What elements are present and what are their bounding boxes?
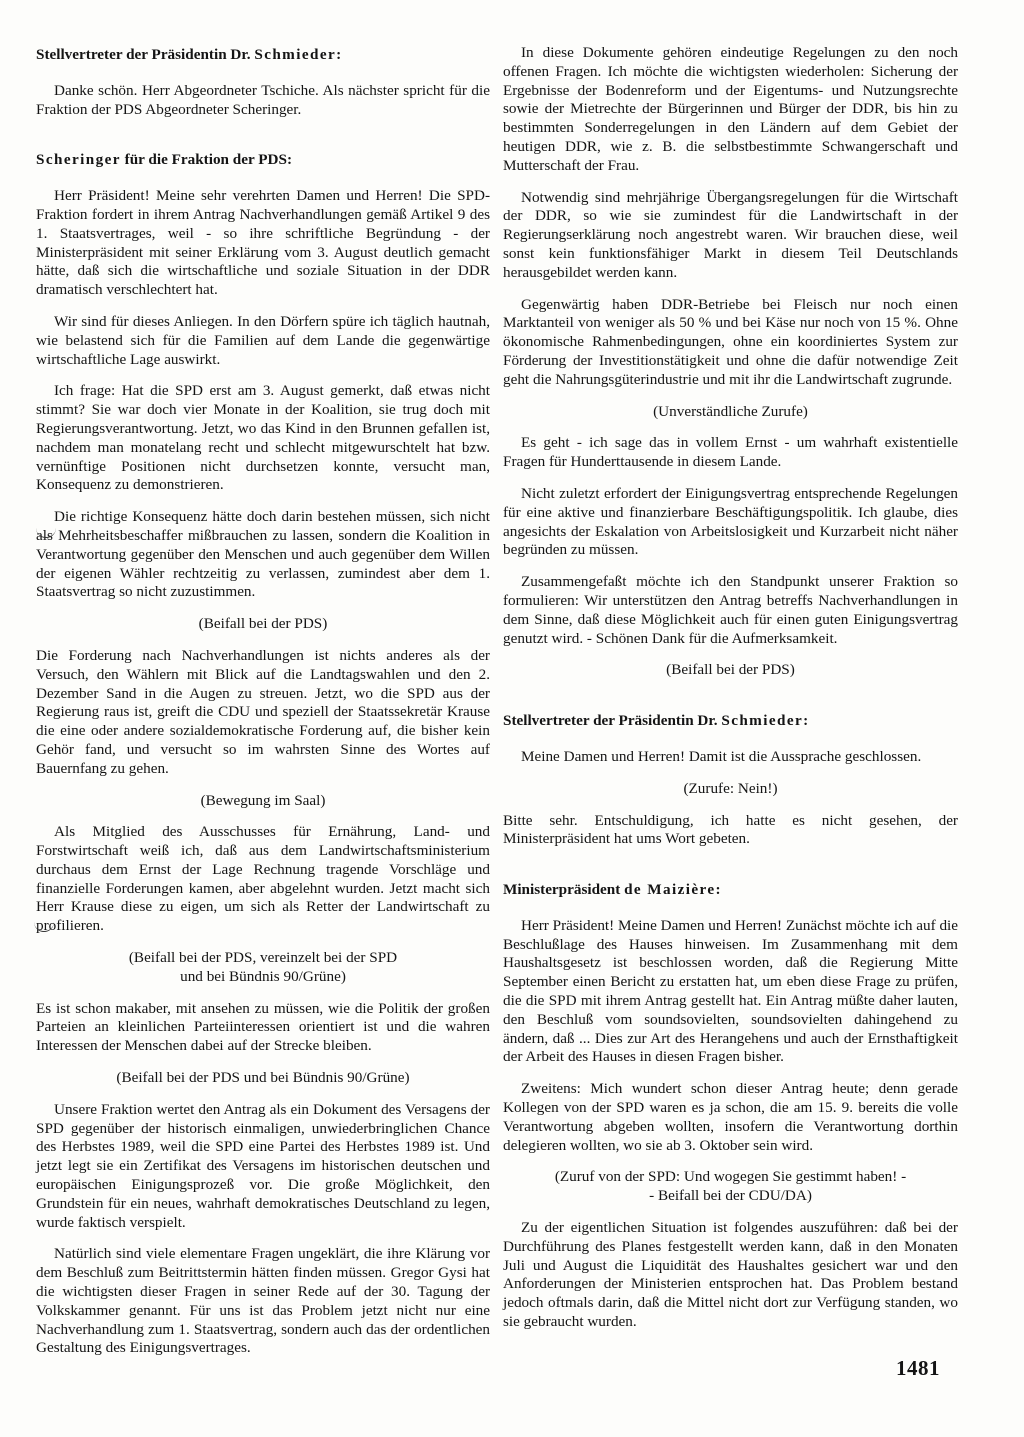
speaker-colon: : [715, 881, 721, 899]
page-number: 1481 [896, 1356, 940, 1380]
speaker-colon: : [336, 46, 342, 63]
interjection [503, 1168, 958, 1206]
paragraph: Zweitens: Mich wundert schon dieser Antrag heute; denn gerade Kollegen von der SPD waren es ja schon, die am 15. 9. bereits die volle Verantwortung abgeben wollten, insofern die Verantwortung dorthin delegieren wollten, wo sie ab 3. Oktober sein wird. [503, 1080, 958, 1154]
speaker-name: Schmieder [254, 46, 337, 63]
speaker-heading-schmieder [503, 712, 958, 731]
interjection: (Bewegung im Saal) [200, 791, 326, 809]
paragraph: Es geht - ich sage das in vollem Ernst - um wahrhaft existentielle Fragen für Hunderttausende in diesem Lande. [503, 434, 958, 471]
speaker-affiliation: für die Fraktion der PDS: [120, 151, 293, 169]
interjection-line: (Beifall bei der PDS, vereinzelt bei der SPD [128, 949, 398, 967]
speaker-name: de Maizière [624, 881, 716, 899]
paragraph: Es ist schon makaber, mit ansehen zu müssen, wie die Politik der großen Parteien an kleinlichen Parteiinteressen orientiert ist und die wahren Interessen der Menschen dabei auf der Strecke bleiben. [36, 999, 490, 1055]
paragraph: Notwendig sind mehrjährige Übergangsregelungen für die Wirtschaft der DDR, so wie sie zumindest für die Landwirtschaft in der Regierungserklärung noch angestrebt waren. Wir brauchen diese, weil sonst kein funktionsfähiger Markt in diesem Teil Deutschlands herausgebildet werden kann. [503, 188, 958, 281]
speaker-name: Schmieder [721, 712, 804, 730]
left-column [36, 46, 490, 1371]
paragraph: Danke schön. Herr Abgeordneter Tschiche. Als nächster spricht für die Fraktion der PDS Abgeordneter Scheringer. [36, 81, 490, 118]
interjection [36, 949, 490, 987]
interjection: (Zurufe: Nein!) [683, 779, 778, 797]
right-column [503, 44, 958, 1345]
speaker-title: Stellvertreter der Präsidentin Dr. [36, 46, 255, 63]
paragraph: Die Forderung nach Nachverhandlungen ist nichts anderes als der Versuch, den Wählern mit Blick auf die Landtagswahlen und den 2. Dezember Sand in die Augen zu streuen. Jetzt, wo die SPD aus der Regierung raus ist, greift die CDU und speziell der Staatssekretär Krause die eine oder andere sozialdemokratische Forderung auf, die bisher kein Gehör fand, und versucht so im wahrsten Sinne des Wortes auf Bauernfang zu gehen. [36, 646, 490, 777]
paragraph: Nicht zuletzt erfordert der Einigungsvertrag entsprechende Regelungen für eine aktive und finanzierbare Beschäftigungspolitik. Ich glaube, dies angesichts der Eskalation von Arbeitslosigkeit und Kurzarbeit nicht näher begründen zu müssen. [503, 484, 958, 559]
interjection: (Beifall bei der PDS) [666, 661, 795, 679]
speaker-colon: : [803, 712, 809, 730]
paragraph: Unsere Fraktion wertet den Antrag als ein Dokument des Versagens der SPD gegenüber der historisch einmaligen, unwiederbringlichen Chance des Herbstes 1989, weil die SPD eine Partei des Herbstes 1989 ist. Und jetzt legt sie ein Zertifikat des Versagens im historischen deutschen und europäischen Einigungsprozeß vor. Die große Möglichkeit, den Grundstein für ein neues, wahrhaft demokratisches Deutschland zu legen, wurde faktisch verspielt. [36, 1100, 490, 1231]
paragraph: Die richtige Konsequenz hätte doch darin bestehen müssen, sich nicht als Mehrheitsbeschaffer mißbrauchen zu lassen, sondern die Koalition in Verantwortung gegenüber den Menschen und auch gegenüber dem Willen der eigenen Wähler rechtzeitig zu verlassen, zumindest aber dem 1. Staatsvertrag so nicht zuzustimmen. [36, 508, 490, 601]
paragraph: In diese Dokumente gehören eindeutige Regelungen zu den noch offenen Fragen. Ich möchte die wichtigsten wiederholen: Sicherung der Ergebnisse der Bodenreform und der Eigentums- und Nutzungsrechte sowie der Mietrechte der Bürgerinnen und Bürger der DDR, bis hin zu bestimmten Sonderregelungen in den Ländern auf dem Gebiet der heutigen DDR, wie z. B. die selbstbestimmte Schwangerschaft und Mutterschaft der Frau. [503, 44, 958, 174]
speaker-heading-schmieder [36, 46, 490, 65]
paragraph: Zusammengefaßt möchte ich den Standpunkt unserer Fraktion so formulieren: Wir unterstützen den Antrag betreffs Nachverhandlungen in dem Sinne, daß diese Möglichkeit auch für einen guten Einigungsvertrag genutzt wird. - Schönen Dank für die Aufmerksamkeit. [503, 573, 958, 647]
paragraph: Als Mitglied des Ausschusses für Ernährung, Land- und Forstwirtschaft weiß ich, daß aus dem Landwirtschaftsministerium durchaus dem Ernst der Lage Rechnung tragende Vorschläge und finanzielle Forderungen kamen, aber abgelehnt wurden. Jetzt macht sich Herr Krause diese zu eigen, um sich als Retter der Landwirtschaft zu profilieren. [36, 823, 490, 935]
speaker-title: Stellvertreter der Präsidentin Dr. [503, 712, 722, 730]
paragraph: Herr Präsident! Meine Damen und Herren! Zunächst möchte ich auf die Beschlußlage des Hauses hinweisen. Im Zusammenhang mit dem Haushaltsgesetz ist beschlossen worden, daß die Regierung Mitte September einen Bericht zu erstatten hat, um eben diese Frage zu prüfen, die die SPD mit ihrem Antrag gestellt hat. Ein Antrag müßte daher lauten, den Beschluß vom soundsovielten, soundsovielten dahingehend zu ändern, daß ... Dies zur Art des Herangehens und auch der Ernsthaftigkeit der Arbeit des Hauses in diesen Fragen bisher. [503, 916, 958, 1066]
speaker-heading-scheringer [36, 151, 490, 170]
interjection-line: (Zuruf von der SPD: Und wogegen Sie gestimmt haben! - [554, 1168, 907, 1186]
interjection-line: und bei Bündnis 90/Grüne) [180, 967, 346, 985]
speaker-name: Scheringer [36, 151, 121, 169]
speaker-heading-de-maiziere [503, 881, 958, 900]
paragraph: Meine Damen und Herren! Damit ist die Aussprache geschlossen. [521, 747, 922, 765]
paragraph: Bitte sehr. Entschuldigung, ich hatte es nicht gesehen, der Ministerpräsident hat ums Wort gebeten. [503, 811, 958, 848]
paragraph: Gegenwärtig haben DDR-Betriebe bei Fleisch nur noch einen Marktanteil von weniger als 50 % und bei Käse nur noch von 15 %. Ohne ökonomische Rahmenbedingungen, ohne ein koordiniertes System zur Förderung der Investitionstätigkeit und ohne die dafür notwendige Zeit geht die Nahrungsgüterindustrie und mit ihr die Landwirtschaft zugrunde. [503, 295, 958, 388]
paragraph: Herr Präsident! Meine sehr verehrten Damen und Herren! Die SPD-Fraktion fordert in ihrem Antrag Nachverhandlungen gemäß Artikel 9 des 1. Staatsvertrages, weil - so ihre schriftliche Begründung - der Ministerpräsident mit seiner Erklärung vom 3. August deutlich gemacht hätte, daß sich die wirtschaftliche und soziale Situation in der DDR dramatisch verschlechtert hat. [36, 187, 490, 299]
paragraph: Ich frage: Hat die SPD erst am 3. August gemerkt, daß etwas nicht stimmt? Sie war doch vier Monate in der Koalition, sie trug doch mit Regierungsverantwortung. Jetzt, wo das Kind in den Brunnen gefallen ist, nachdem man monatelang recht und schlecht mitgewurschtelt hat bzw. vernünftige Positionen nicht durchsetzen konnte, versucht man, Konsequenz zu demonstrieren. [36, 382, 490, 494]
paragraph: Zu der eigentlichen Situation ist folgendes auszuführen: daß bei der Durchführung des Planes festgestellt werden kann, daß in den Monaten Juli und August die Liquidität des Haushaltes gesichert war und den Anforderungen der Ministerien entsprochen hat. Das Problem bestand jedoch oftmals darin, daß die Mittel nicht dort zur Verfügung standen, wo sie gebraucht wurden. [503, 1219, 958, 1331]
paragraph: Natürlich sind viele elementare Fragen ungeklärt, die ihre Klärung vor dem Beschluß zum Beitrittstermin hätten finden müssen. Gregor Gysi hat die wichtigsten dieser Fragen in seiner Rede auf der 30. Tagung der Volkskammer genannt. Für uns ist das Problem jetzt nicht nur eine Nachverhandlung zum 1. Staatsvertrag, sondern auch das der ordentlichen Gestaltung des Einigungsvertrages. [36, 1245, 490, 1357]
interjection: (Beifall bei der PDS) [198, 615, 328, 633]
speaker-title: Ministerpräsident [503, 881, 625, 899]
interjection-line: - Beifall bei der CDU/DA) [649, 1187, 812, 1205]
interjection: (Beifall bei der PDS und bei Bündnis 90/Grüne) [116, 1069, 410, 1087]
interjection: (Unverständliche Zurufe) [653, 402, 808, 420]
paragraph: Wir sind für dieses Anliegen. In den Dörfern spüre ich täglich hautnah, wie belastend sich für die Familien auf dem Lande die gegenwärtige wirtschaftliche Lage auswirkt. [36, 312, 490, 368]
